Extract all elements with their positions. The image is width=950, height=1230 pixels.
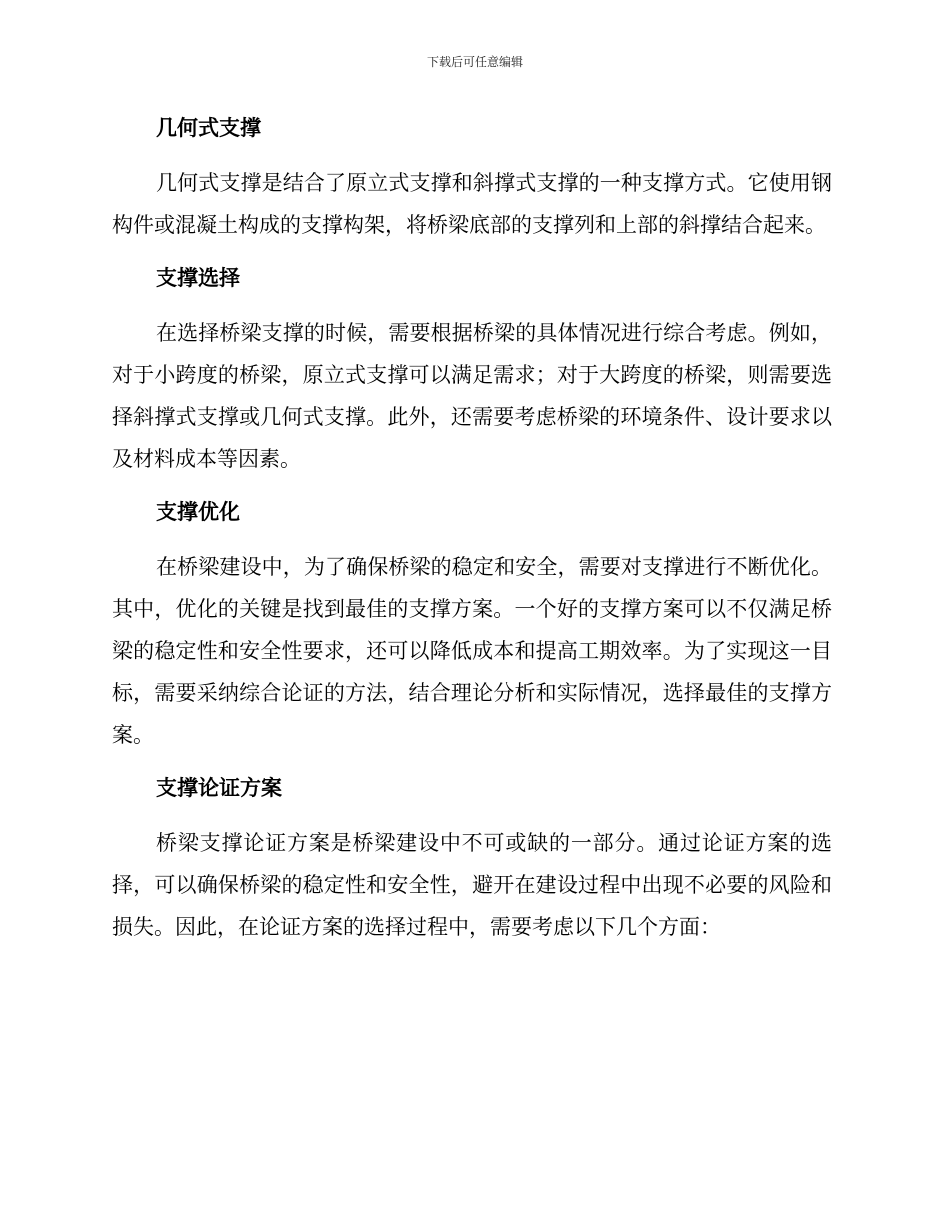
page-header: 下载后可任意编辑 <box>426 55 523 69</box>
section-heading-support-optimization: 支撑优化 <box>156 500 240 524</box>
paragraph-geometric-support: 几何式支撑是结合了原立式支撑和斜撑式支撑的一种支撑方式。它使用钢构件或混凝土构成的支撑构架，将桥梁底部的支撑列和上部的斜撑结合起来。 <box>112 171 832 237</box>
paragraph-support-argument-plan: 桥梁支撑论证方案是桥梁建设中不可或缺的一部分。通过论证方案的选择，可以确保桥梁的稳定性和安全性，避开在建设过程中出现不必要的风险和损失。因此，在论证方案的选择过程中，需要考虑以下几个方面： <box>112 831 832 939</box>
paragraph-support-optimization: 在桥梁建设中，为了确保桥梁的稳定和安全，需要对支撑进行不断优化。其中，优化的关键是找到最佳的支撑方案。一个好的支撑方案可以不仅满足桥梁的稳定性和安全性要求，还可以降低成本和提高工期效率。为了实现这一目标，需要采纳综合论证的方法，结合理论分析和实际情况，选择最佳的支撑方案。 <box>112 555 832 747</box>
section-heading-support-selection: 支撑选择 <box>156 266 240 290</box>
section-heading-support-argument-plan: 支撑论证方案 <box>156 776 282 800</box>
document-body <box>112 108 832 948</box>
section-heading-geometric-support: 几何式支撑 <box>156 116 261 140</box>
paragraph-support-selection: 在选择桥梁支撑的时候，需要根据桥梁的具体情况进行综合考虑。例如，对于小跨度的桥梁，原立式支撑可以满足需求；对于大跨度的桥梁，则需要选择斜撑式支撑或几何式支撑。此外，还需要考虑桥梁的环境条件、设计要求以及材料成本等因素。 <box>112 321 832 471</box>
